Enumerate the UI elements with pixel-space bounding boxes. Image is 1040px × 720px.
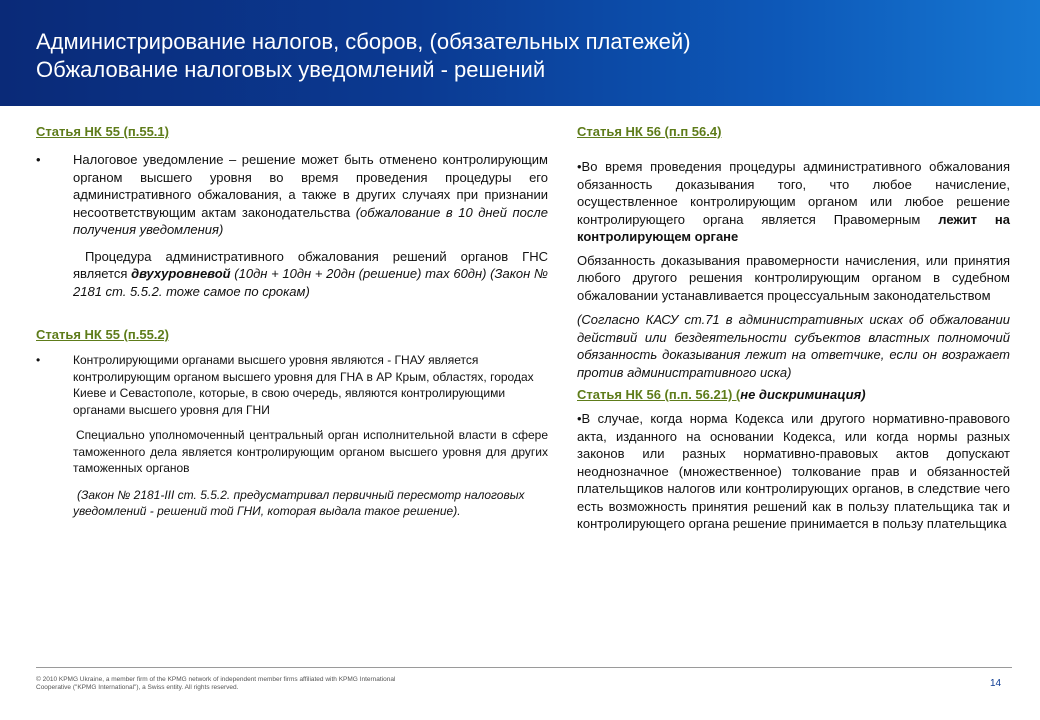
right-p1-text: •Во время проведения процедуры административного обжалования обязанность доказывания того, что любое начисление, осуществленное контролирующим органом или любое решение контролирующего органа является Правомерным xyxy=(577,159,1010,227)
right-heading-2 xyxy=(577,387,1010,402)
right-heading-1: Статья НК 56 (п.п 56.4) xyxy=(577,124,722,139)
right-p1 xyxy=(577,158,1010,246)
right-p4: •В случае, когда норма Кодекса или другого нормативно-правового акта, изданного на основании Кодекса, или когда нормы разных законов или разных нормативно-правовых актов допускают неоднозначное (множественное) толкование прав и обязанностей плательщиков налогов или контролирующих органов, в следствие чего есть возможность принятия решений как в пользу плательщика так и контролирующего органа решение принимается в пользу плательщика xyxy=(577,411,1010,531)
left-heading-2: Статья НК 55 (п.55.2) xyxy=(36,327,169,342)
left-bullet-2 xyxy=(36,352,548,418)
right-heading-2-link: Статья НК 56 (п.п. 56.21) ( xyxy=(577,387,741,402)
left-p2-italic: (10дн + 10дн + 20дн (решение) max 60дн) (Закон № 2181 ст. 5.5.2. тоже самое по срокам) xyxy=(73,266,548,299)
right-p2: Обязанность доказывания правомерности начисления, или принятия любого другого решения контролирующим органом в судебном обжаловании устанавливается процессуальным законодательством xyxy=(577,252,1010,303)
right-heading-2-bold: не дискриминация) xyxy=(740,387,866,402)
left-heading-1: Статья НК 55 (п.55.1) xyxy=(36,124,169,139)
left-p5: (Закон № 2181-ІІІ ст. 5.5.2. предусматривал первичный пересмотр налоговых уведомлений - решений той ГНИ, которая выдала такое решение). xyxy=(73,487,525,518)
footer-divider xyxy=(36,667,1012,668)
bullet-dot: • xyxy=(36,152,41,167)
left-p3: Контролирующими органами высшего уровня являются - ГНАУ является контролирующим органом высшего уровня для ГНА в АР Крым, областях, городах Киеве и Севастополе, которые, в свою очередь, являются контролирующими органами высшего уровня для ГНИ xyxy=(73,353,534,417)
left-p2-text: Процедура административного обжалования решений органов ГНС является xyxy=(73,248,548,281)
left-p1-italic: (обжалование в 10 дней после получения уведомления) xyxy=(73,204,548,237)
left-bullet-1 xyxy=(36,151,548,239)
page-title xyxy=(36,28,691,84)
right-p1-bold: лежит на контролирующем органе xyxy=(577,211,1010,244)
right-column xyxy=(577,124,1010,533)
left-column xyxy=(36,124,548,520)
right-p3: (Согласно КАСУ ст.71 в административных исках об обжаловании действий или бездеятельности субъектов властных полномочий обязанность доказывания лежит на ответчике, если он возражает против административного иска) xyxy=(577,312,1010,380)
bullet-dot: • xyxy=(36,353,41,367)
left-p2 xyxy=(36,248,548,301)
footer-legal: © 2010 KPMG Ukraine, a member firm of the KPMG network of independent member firms affiliated with KPMG International Cooperative ("KPMG International"), a Swiss entity. All rights reserved. xyxy=(36,676,396,691)
page-number: 14 xyxy=(990,678,1002,689)
left-p4: Специально уполномоченный центральный орган исполнительной власти в сфере таможенного дела является контролирующим органом высшего уровня для других таможенных органов xyxy=(73,428,548,475)
header-banner xyxy=(0,0,1040,106)
title-line-2: Обжалование налоговых уведомлений - решений xyxy=(36,57,546,82)
title-line-1: Администрирование налогов, сборов, (обязательных платежей) xyxy=(36,29,691,54)
left-p2-bold: двухуровневой xyxy=(131,266,231,281)
left-p1: Налоговое уведомление – решение может быть отменено контролирующим органом высшего уровня во время проведения процедуры его административного обжалования, а также в других случаях при признании несоответствующим актам законодательства xyxy=(73,152,548,220)
